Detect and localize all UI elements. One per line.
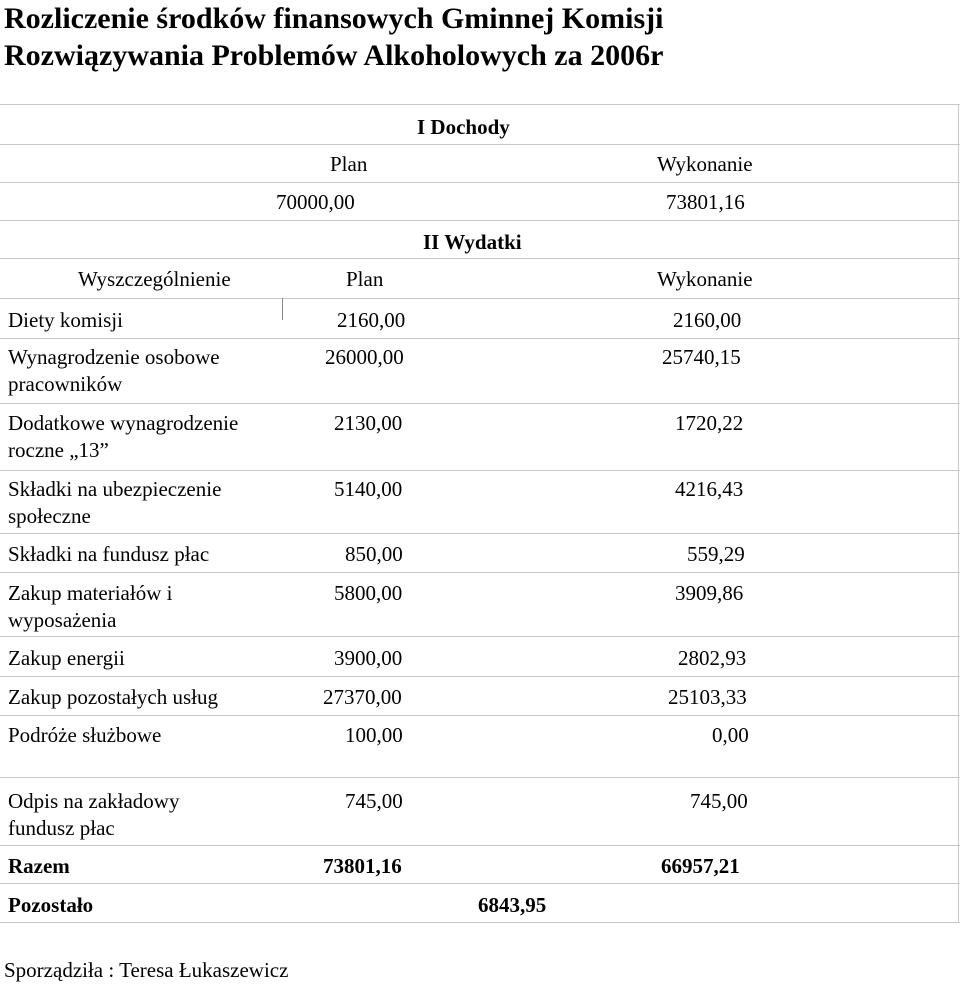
row-item-label: Odpis na zakładowy: [8, 789, 180, 813]
grid-line: [0, 470, 960, 471]
row-item-label: Zakup pozostałych usług: [8, 685, 218, 709]
grid-line: [0, 338, 960, 339]
income-plan-value: 70000,00: [276, 190, 355, 214]
row-plan-value: 27370,00: [323, 685, 402, 709]
row-plan-value: 100,00: [345, 723, 403, 747]
title-line-2: Rozwiązywania Problemów Alkoholowych za 2006r: [4, 39, 664, 72]
income-exec-value: 73801,16: [666, 190, 745, 214]
row-exec-value: 25740,15: [662, 345, 741, 369]
document-title: [4, 0, 944, 74]
row-plan-value: 5800,00: [334, 581, 403, 605]
grid-line: [0, 922, 960, 923]
row-item-label: Składki na ubezpieczenie: [8, 477, 222, 501]
expenses-heading: II Wydatki: [423, 230, 522, 254]
row-exec-value: 0,00: [712, 723, 749, 747]
col-header-exec: Wykonanie: [657, 267, 753, 291]
grid-line: [0, 220, 960, 221]
prepared-by: Sporządziła : Teresa Łukaszewicz: [4, 958, 289, 982]
row-item-label: Zakup materiałów i: [8, 581, 173, 605]
total-plan-value: 73801,16: [323, 854, 402, 878]
grid-line: [0, 104, 960, 105]
grid-line: [0, 715, 960, 716]
row-plan-value: 850,00: [345, 542, 403, 566]
row-exec-value: 3909,86: [675, 581, 744, 605]
grid-line: [0, 298, 960, 299]
row-item-label-cont: roczne „13”: [8, 438, 109, 462]
row-item-label-cont: społeczne: [8, 504, 91, 528]
row-exec-value: 4216,43: [675, 477, 744, 501]
row-exec-value: 559,29: [687, 542, 745, 566]
row-item-label-cont: wyposażenia: [8, 608, 117, 632]
row-item-label: Składki na fundusz płac: [8, 542, 210, 566]
row-item-label: Dodatkowe wynagrodzenie: [8, 411, 239, 435]
grid-line: [0, 676, 960, 677]
total-exec-value: 66957,21: [661, 854, 740, 878]
income-plan-label: Plan: [330, 152, 368, 176]
row-plan-value: 3900,00: [334, 646, 403, 670]
row-exec-value: 1720,22: [675, 411, 744, 435]
row-exec-value: 25103,33: [668, 685, 747, 709]
grid-line: [0, 144, 960, 145]
remaining-value: 6843,95: [478, 893, 547, 917]
row-item-label: Wynagrodzenie osobowe: [8, 345, 220, 369]
row-exec-value: 745,00: [690, 789, 748, 813]
row-plan-value: 26000,00: [325, 345, 404, 369]
grid-line: [0, 883, 960, 884]
grid-line: [0, 403, 960, 404]
row-plan-value: 2130,00: [334, 411, 403, 435]
grid-line: [0, 572, 960, 573]
remaining-label: Pozostało: [8, 893, 94, 917]
grid-line: [0, 777, 960, 778]
row-item-label: Podróże służbowe: [8, 723, 162, 747]
title-line-1: Rozliczenie środków finansowych Gminnej Komisji: [4, 2, 664, 35]
row-plan-value: 745,00: [345, 789, 403, 813]
grid-line: [282, 298, 283, 320]
row-item-label-cont: pracowników: [8, 372, 123, 396]
row-plan-value: 2160,00: [337, 308, 406, 332]
row-item-label-cont: fundusz płac: [8, 816, 115, 840]
grid-line: [0, 533, 960, 534]
row-exec-value: 2802,93: [678, 646, 747, 670]
grid-line: [958, 104, 959, 922]
row-item-label: Zakup energii: [8, 646, 125, 670]
row-exec-value: 2160,00: [673, 308, 742, 332]
grid-line: [0, 258, 960, 259]
income-exec-label: Wykonanie: [657, 152, 753, 176]
grid-line: [0, 845, 960, 846]
grid-line: [0, 636, 960, 637]
col-header-item: Wyszczególnienie: [78, 267, 231, 291]
total-label: Razem: [8, 854, 70, 878]
row-item-label: Diety komisji: [8, 308, 123, 332]
col-header-plan: Plan: [346, 267, 384, 291]
row-plan-value: 5140,00: [334, 477, 403, 501]
income-heading: I Dochody: [417, 115, 510, 139]
grid-line: [0, 182, 960, 183]
